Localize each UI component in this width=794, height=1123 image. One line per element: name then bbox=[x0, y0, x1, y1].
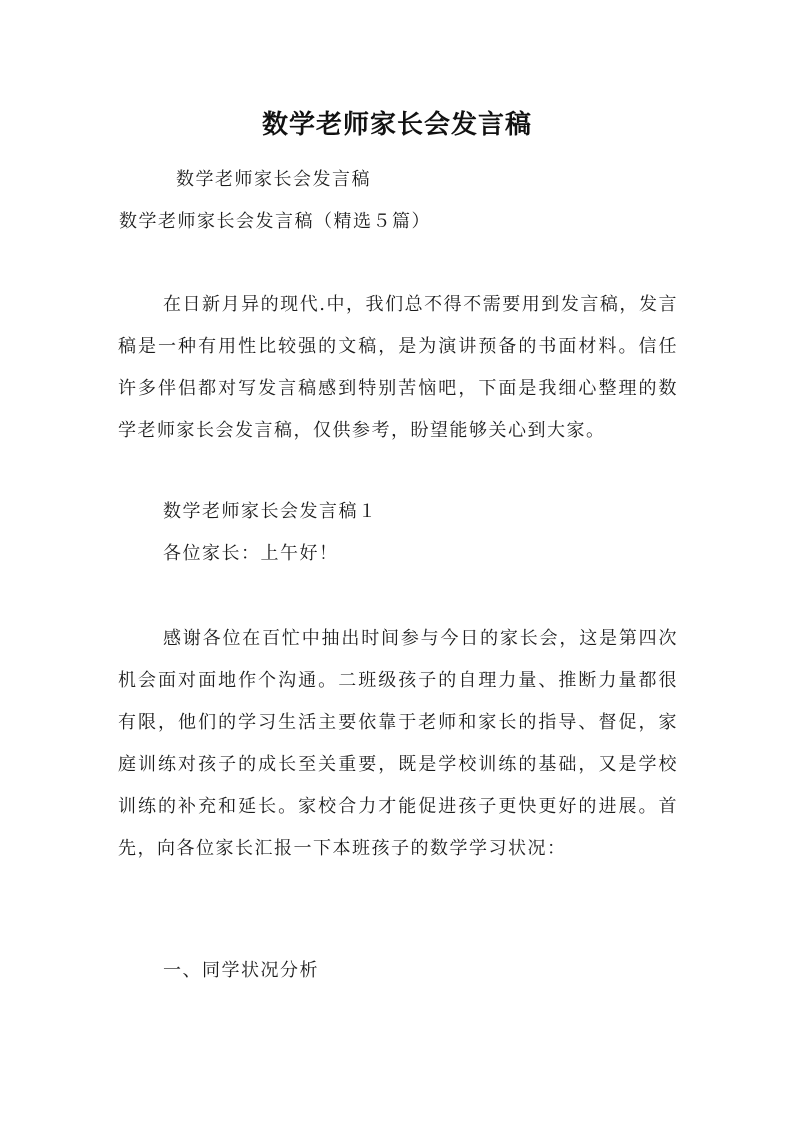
document-title: 数学老师家长会发言稿 bbox=[261, 110, 532, 140]
section-heading: 数学老师家长会发言稿１ bbox=[163, 501, 378, 522]
greeting: 各位家长：上午好！ bbox=[163, 543, 339, 564]
document-subtitle: 数学老师家长会发言稿 bbox=[176, 169, 371, 190]
subheading: 一、同学状况分析 bbox=[163, 960, 319, 981]
collection-title: 数学老师家长会发言稿（精选５篇） bbox=[119, 211, 431, 232]
intro-paragraph: 在日新月异的现代.中，我们总不得不需要用到发言稿，发言稿是一种有用性比较强的文稿，是为演讲预备的书面材料。信任许多伴侣都对写发言稿感到特别苦恼吧，下面是我细心整理的数学老师家长会发言稿，仅供参考，盼望能够关心到大家。 bbox=[118, 294, 678, 441]
body-paragraph: 感谢各位在百忙中抽出时间参与今日的家长会，这是第四次机会面对面地作个沟通。二班级孩子的自理力量、推断力量都很有限，他们的学习生活主要依靠于老师和家长的指导、督促，家庭训练对孩子的成长至关重要，既是学校训练的基础，又是学校训练的补充和延长。家校合力才能促进孩子更快更好的进展。首先，向各位家长汇报一下本班孩子的数学学习状况： bbox=[118, 628, 678, 859]
